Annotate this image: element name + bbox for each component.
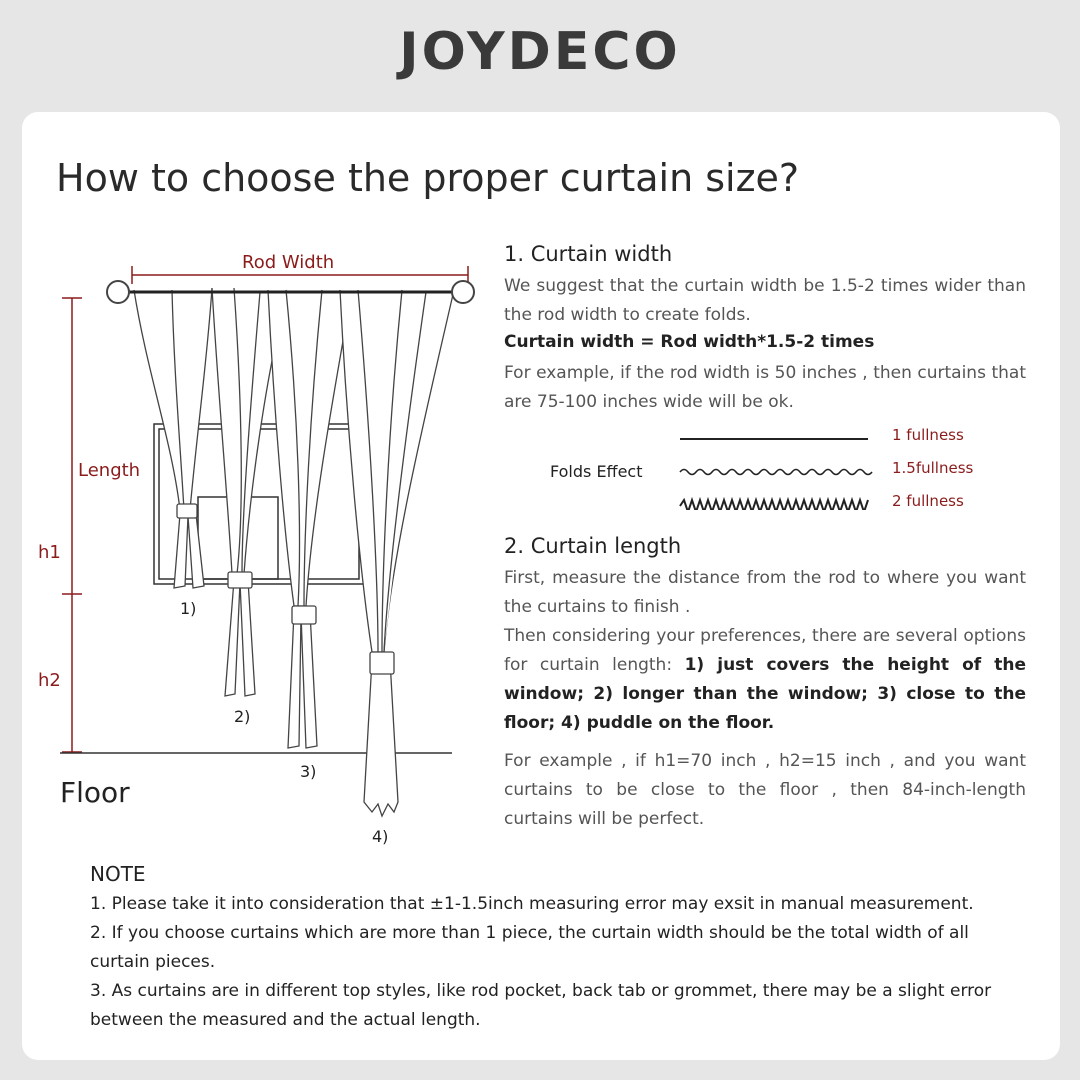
fold-line-1-5: [680, 470, 872, 475]
brand-logo: JOYDECO: [399, 22, 681, 82]
guide-card: [22, 112, 1060, 1060]
section-curtain-length-text: First, measure the distance from the rod to where you want the curtains to finish .: [504, 568, 1026, 617]
section-curtain-length-title: 2. Curtain length: [504, 534, 682, 558]
height-dimension: [62, 298, 82, 752]
marker-3: 3): [300, 762, 317, 781]
rod-finial-left: [107, 281, 129, 303]
rod-width-label: Rod Width: [242, 252, 335, 273]
rod-finial-right: [452, 281, 474, 303]
note-item: 2. If you choose curtains which are more than 1 piece, the curtain width should be the total width of all curtain pieces.: [90, 923, 969, 972]
curtain-panel-4: [340, 290, 454, 816]
options-intro: Then considering your preferences, there are several options for curtain length:: [504, 626, 1026, 675]
section-curtain-width-example: For example, if the rod width is 50 inches , then curtains that are 75-100 inches wide will be ok.: [504, 363, 1026, 412]
marker-1: 1): [180, 599, 197, 618]
folds-effect-lines: [674, 424, 874, 510]
fold-line-2: [680, 500, 868, 510]
fold-label-1: 1 fullness: [892, 426, 964, 444]
length-label: Length: [78, 460, 141, 481]
fold-label-1-5: 1.5fullness: [892, 459, 974, 477]
curtain-panel-3: [268, 290, 352, 748]
floor-label: Floor: [60, 776, 130, 809]
note-item: 1. Please take it into consideration that ±1-1.5inch measuring error may exsit in manual measurement.: [90, 894, 974, 914]
h1-label: h1: [38, 542, 61, 563]
section-curtain-width-title: 1. Curtain width: [504, 242, 673, 266]
note-item: 3. As curtains are in different top styles, like rod pocket, back tab or grommet, there may be a slight error between the measured and the actual length.: [90, 981, 992, 1030]
page-title: How to choose the proper curtain size?: [56, 156, 800, 200]
folds-effect-label: Folds Effect: [550, 462, 643, 481]
marker-2: 2): [234, 707, 251, 726]
options-list: 1) just covers the height of the window; 2) longer than the window; 3) close to the floor; 4) puddle on the floor.: [504, 655, 1026, 733]
note-title: NOTE: [90, 862, 146, 886]
section-curtain-length-options: [504, 622, 1026, 738]
section-curtain-width-text: We suggest that the curtain width be 1.5-2 times wider than the rod width to create folds.: [504, 276, 1026, 325]
curtain-diagram: [22, 112, 492, 872]
marker-4: 4): [372, 827, 389, 846]
fold-label-2: 2 fullness: [892, 492, 964, 510]
curtain-width-formula: Curtain width = Rod width*1.5-2 times: [504, 332, 875, 352]
curtain-panel-1: [134, 288, 212, 588]
section-curtain-length-example: For example , if h1=70 inch , h2=15 inch , and you want curtains to be close to the floor , then 84-inch-length curtains will be perfect.: [504, 751, 1026, 829]
h2-label: h2: [38, 670, 61, 691]
